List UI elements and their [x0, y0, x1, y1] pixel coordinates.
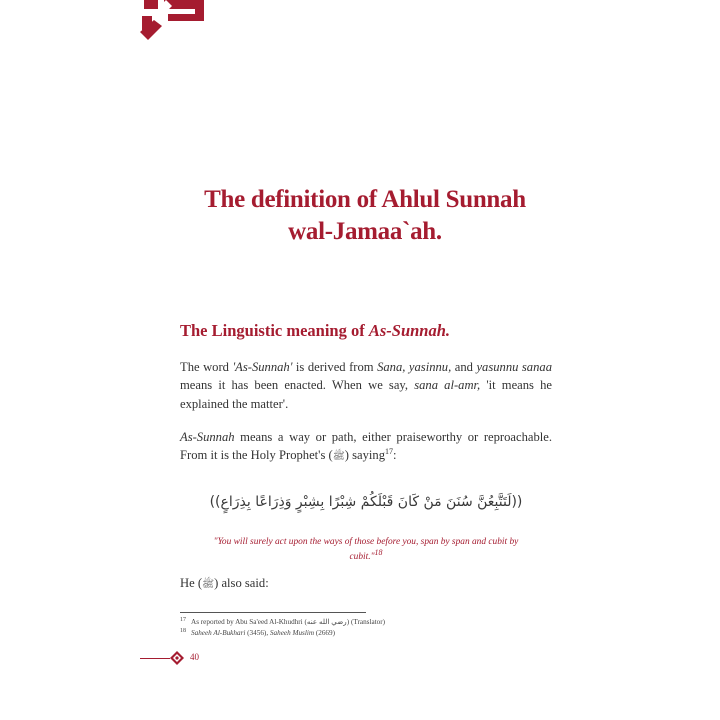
- text: is derived from: [292, 360, 378, 374]
- source-title: Saheeh Al-Bukhari: [191, 629, 246, 637]
- translation-text: "You will surely act upon the ways of those before you, span by span and cubit by cubit.": [213, 537, 519, 562]
- footnote-ref[interactable]: 18: [374, 547, 383, 557]
- page-number: 40: [190, 652, 199, 662]
- text: 'it means he explained the matter'.: [180, 378, 552, 411]
- paragraph-1: [180, 358, 552, 413]
- section-heading-prefix: The Linguistic meaning of: [180, 321, 369, 340]
- term: sana al-amr,: [414, 378, 481, 393]
- text: and: [451, 360, 477, 374]
- text: As reported by Abu Sa'eed Al-Khudhri (: [191, 618, 307, 626]
- term: As-Sunnah: [180, 430, 235, 444]
- footnote-18: [180, 629, 560, 637]
- hadith-arabic: ((لَتَتَّبِعُنَّ سُنَنَ مَنْ كَانَ قَبْلَكُمْ شِبْرًا بِشِبْرٍ وَذِرَاعًا بِذِرَاعٍ)): [209, 494, 523, 510]
- text: means it has been enacted. When we say,: [180, 378, 415, 393]
- text: :: [393, 448, 397, 463]
- footnote-17: [180, 617, 560, 626]
- text: ) saying: [344, 448, 386, 463]
- term: Sana, yasinnu,: [377, 360, 452, 374]
- footnote-number: 17: [180, 616, 186, 623]
- text: He (: [180, 576, 203, 590]
- footer-rule: [140, 658, 170, 659]
- honorific-symbol: ﷺ: [202, 579, 215, 590]
- honorific-symbol: رضي الله عنه: [306, 618, 347, 626]
- source-title: Saheeh Muslim: [269, 629, 315, 637]
- text: (2669): [314, 629, 336, 637]
- text: ) also said:: [214, 576, 269, 590]
- paragraph-2: [180, 428, 552, 467]
- text: ) (Translator): [346, 618, 386, 626]
- footnote-divider: [180, 612, 366, 613]
- term: 'As-Sunnah': [232, 360, 293, 374]
- calligraphy-logo-icon: [138, 0, 210, 46]
- text: The word: [180, 360, 233, 374]
- chapter-title: [150, 184, 580, 248]
- section-heading: [180, 321, 450, 341]
- chapter-title-line-2: wal-Jamaa`ah.: [288, 218, 442, 245]
- text: means a way or path, either praiseworthy or reproachable. From it is the Holy Prophet's (: [180, 430, 552, 463]
- hadith-translation: [196, 535, 536, 565]
- section-heading-term: As-Sunnah.: [368, 321, 451, 340]
- footnote-ref[interactable]: 17: [385, 447, 394, 457]
- he-said-line: [180, 576, 269, 592]
- chapter-title-line-1: The definition of Ahlul Sunnah: [204, 186, 526, 213]
- honorific-symbol: ﷺ: [332, 451, 345, 463]
- text: (3456),: [245, 629, 270, 637]
- ornament-icon: [170, 651, 184, 665]
- footnote-number: 18: [180, 627, 186, 634]
- term: yasunnu sanaa: [476, 360, 552, 374]
